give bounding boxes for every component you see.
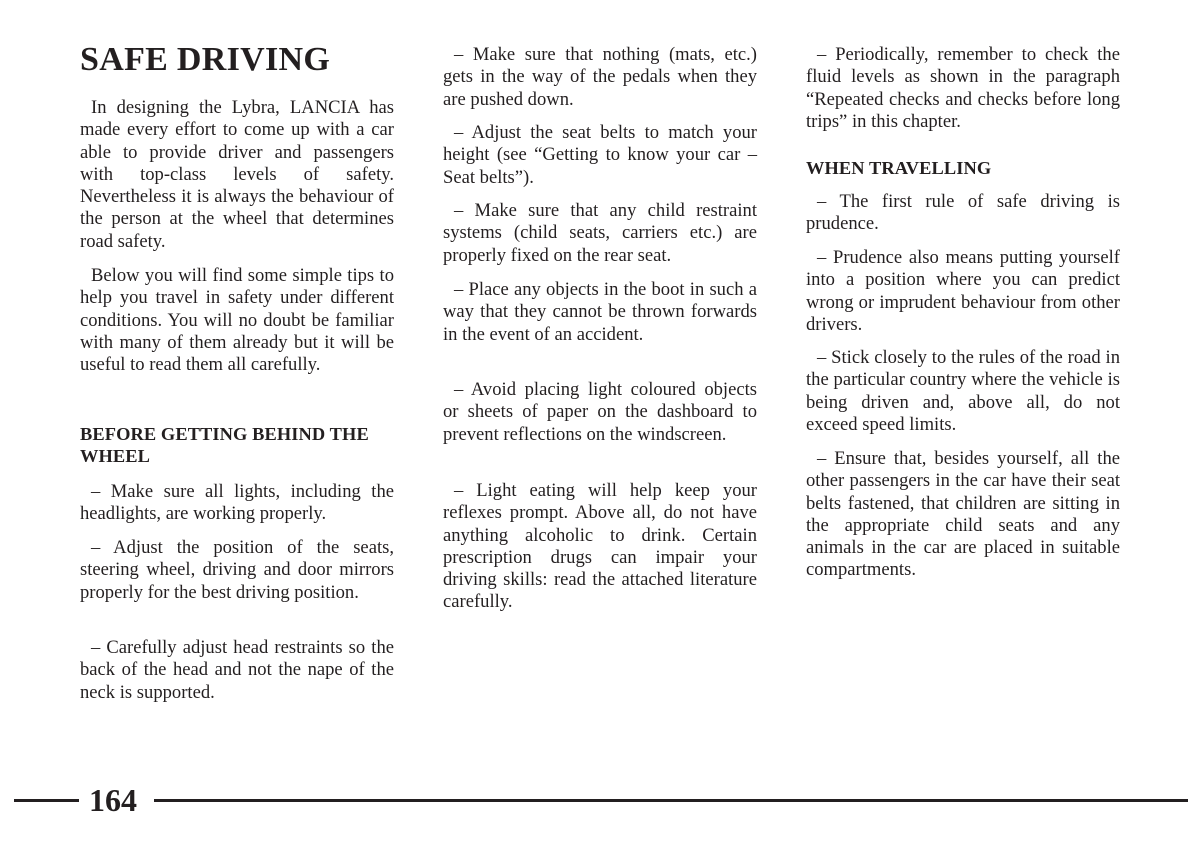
section-heading-text: BEFORE GETTING BEHIND THE WHEEL [80,424,369,467]
tip-paragraph [80,637,394,704]
section-heading-before-driving [80,423,394,468]
tip-text: – Make sure that any child restraint systems (child seats, carriers etc.) are properly fixed on the rear seat. [443,200,757,266]
tip-paragraph [806,347,1120,436]
tip-paragraph [806,448,1120,582]
tip-paragraph [443,200,757,267]
tip-text: – Periodically, remember to check the fluid levels as shown in the paragraph “Repeated checks and checks before long trips” in this chapter. [806,44,1120,132]
tip-paragraph [80,537,394,604]
section-heading-text: WHEN TRAVELLING [806,158,992,178]
tip-text: – Adjust the position of the seats, steering wheel, driving and door mirrors properly for the best driving position. [80,537,394,603]
tip-text: – Ensure that, besides yourself, all the other passengers in the car have their seat belts fastened, that children are sitting in the appropriate child seats and any animals in the car are placed in suitable compartments. [806,448,1120,581]
intro-paragraph-1-text: In designing the Lybra, LANCIA has made every effort to come up with a car able to provide driver and passengers with top-class levels of safety. Nevertheless it is always the behaviour of the person at the wheel that determines road safety. [80,97,394,252]
footer-rule-right [154,799,1188,802]
page-number: 164 [89,782,137,818]
tip-text: – Adjust the seat belts to match your height (see “Getting to know your car – Seat belts”). [443,122,757,188]
intro-paragraph-1 [80,97,394,253]
tip-paragraph [443,279,757,346]
tip-paragraph [806,247,1120,336]
intro-paragraph-2-text: Below you will find some simple tips to help you travel in safety under different conditions. You will no doubt be familiar with many of them already but it will be useful to read them all carefully. [80,265,394,376]
tip-text: – Carefully adjust head restraints so the back of the head and not the nape of the neck is supported. [80,637,394,703]
tip-text: – The first rule of safe driving is prudence. [806,191,1120,235]
tip-paragraph [806,44,1120,133]
tip-text: – Avoid placing light coloured objects or sheets of paper on the dashboard to prevent reflections on the windscreen. [443,379,757,445]
section-heading-when-travelling [806,157,1120,179]
tip-text: – Make sure that nothing (mats, etc.) gets in the way of the pedals when they are pushed down. [443,44,757,110]
tip-text: – Prudence also means putting yourself into a position where you can predict wrong or imprudent behaviour from other drivers. [806,247,1120,335]
tip-text: – Place any objects in the boot in such a way that they cannot be thrown forwards in the event of an accident. [443,279,757,345]
tip-paragraph [443,480,757,614]
tip-paragraph [443,122,757,189]
tip-paragraph [806,191,1120,236]
tip-paragraph [443,44,757,111]
tip-text: – Make sure all lights, including the headlights, are working properly. [80,481,394,525]
intro-paragraph-2 [80,265,394,376]
footer-rule-left [14,799,79,802]
tip-text: – Light eating will help keep your reflexes prompt. Above all, do not have anything alcoholic to drink. Certain prescription drugs can impair your driving skills: read the attached literature carefully. [443,480,757,613]
tip-paragraph [80,481,394,526]
tip-paragraph [443,379,757,446]
tip-text: – Stick closely to the rules of the road in the particular country where the vehicle is being driven and, above all, do not exceed speed limits. [806,347,1120,435]
page-title: SAFE DRIVING [80,41,331,78]
